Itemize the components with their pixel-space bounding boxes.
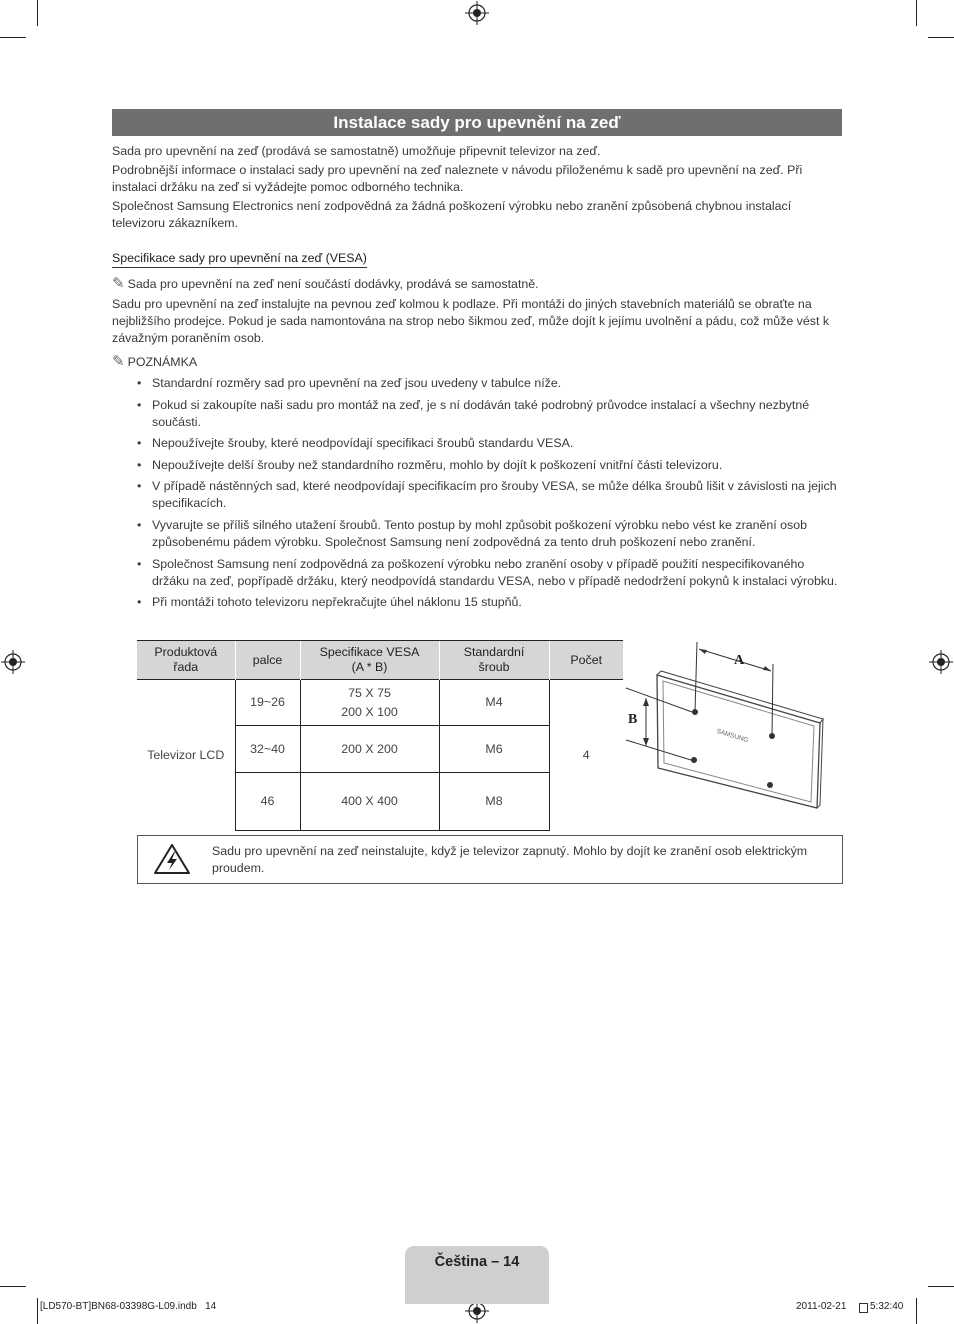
print-date: 2011-02-21 <box>796 1301 847 1312</box>
list-item: • Standardní rozměry sad pro upevnění na zeď jsou uvedeny v tabulce níže. <box>137 375 843 392</box>
arrowhead <box>643 738 649 746</box>
vesa-cell: 200 X 200 <box>300 726 439 773</box>
crop-mark <box>916 0 917 26</box>
intro-paragraph: Podrobnější informace o instalaci sady pro upevnění na zeď naleznete v návodu přiloženému k sadě pro upevnění na zeď. Při instalaci držáku na zeď si vyžádejte pomoc odborného technika. <box>112 163 803 194</box>
intro-paragraph: Společnost Samsung Electronics není zodpovědná za žádná poškození výrobku nebo zranění způsobená chybnou instalací televizoru zákazníkem. <box>112 199 792 230</box>
section-title: Instalace sady pro upevnění na zeď <box>112 109 842 136</box>
crop-mark <box>916 1298 917 1324</box>
registration-mark-icon <box>465 1 489 25</box>
quantity-cell: 4 <box>549 680 623 831</box>
screw-cell: M4 <box>439 680 549 726</box>
crop-mark <box>0 1286 26 1287</box>
note-label: POZNÁMKA <box>127 355 198 369</box>
install-paragraph: Sadu pro upevnění na zeď instalujte na pevnou zeď kolmou k podlaze. Při montáži do jiných stavebních materiálů se obraťte na nejbližšího prodejce. Pokud je sada namontována na strop nebo šikmou zeď, může dojít k jejímu uvolnění a pádu, což může vést k závažným poraněním osob. <box>112 297 830 345</box>
list-item: • Při montáži tohoto televizoru nepřekračujte úhel náklonu 15 stupňů. <box>137 594 843 611</box>
list-item: • Nepoužívejte delší šrouby než standardního rozměru, mohlo by dojít k poškození vnitřní části televizoru. <box>137 457 843 474</box>
crop-mark <box>0 37 26 38</box>
note-sold-separately <box>112 275 844 293</box>
note-header <box>112 353 844 371</box>
crop-mark <box>37 1298 38 1324</box>
crop-mark <box>928 37 954 38</box>
list-item: • Vyvarujte se příliš silného utažení šroubů. Tento postup by mohl způsobit poškození výrobku nebo vést ke zranění osob způsobenému pádem výrobku. Společnost Samsung není zodpovědná za tento druh poškození nebo zranění. <box>137 517 843 551</box>
page-number-tab <box>405 1246 549 1304</box>
vesa-cell: 75 X 75 200 X 100 <box>300 680 439 726</box>
page-label: Čeština – 14 <box>434 1254 520 1270</box>
inches-cell: 46 <box>235 773 300 831</box>
arrowhead <box>699 649 707 654</box>
list-item: • Společnost Samsung není zodpovědná za poškození výrobku nebo zranění osoby v případě použití nespecifikovaného držáku na zeď, popřípadě držáku, který neodpovídá standardu VESA, nebo v případě nedodržení pokynů k instalaci výrobku. <box>137 556 843 590</box>
brand-logo: SAMSUNG <box>715 727 750 745</box>
arrowhead <box>763 666 771 671</box>
list-item: • Nepoužívejte šrouby, které neodpovídají specifikaci šroubů standardu VESA. <box>137 435 843 452</box>
pencil-note-icon: ✎ <box>112 275 125 292</box>
header-inches: palce <box>235 641 300 680</box>
vesa-cell: 400 X 400 <box>300 773 439 831</box>
registration-mark-icon <box>1 650 25 674</box>
vesa-subheading: Specifikace sady pro upevnění na zeď (VESA) <box>112 250 367 268</box>
electric-warning-box <box>137 835 843 884</box>
header-vesa-spec: Specifikace VESA (A * B) <box>300 641 439 680</box>
header-standard-screw: Standardní šroub <box>439 641 549 680</box>
list-item: • V případě nástěnných sad, které neodpovídají specifikacím pro šrouby VESA, se může délka šroubů lišit v závislosti na jejich specifikacích. <box>137 478 843 512</box>
tv-back-diagram <box>624 640 844 820</box>
screw-hole <box>691 757 697 763</box>
pencil-note-icon: ✎ <box>112 353 125 370</box>
header-product-series: Produktová řada <box>137 641 235 680</box>
screw-cell: M6 <box>439 726 549 773</box>
screw-hole <box>767 782 773 788</box>
calendar-glyph-icon <box>859 1303 868 1313</box>
crop-mark <box>928 1286 954 1287</box>
arrowhead <box>643 698 649 706</box>
intro-paragraph: Sada pro upevnění na zeď (prodává se samostatně) umožňuje připevnit televizor na zeď. <box>112 144 601 158</box>
table-row <box>137 680 623 726</box>
product-series-cell: Televizor LCD <box>137 680 235 831</box>
dimension-a-label: A <box>734 653 745 668</box>
registration-mark-icon <box>929 650 953 674</box>
warning-text: Sadu pro upevnění na zeď neinstalujte, když je televizor zapnutý. Mohlo by dojít ke zranění osob elektrickým proudem. <box>212 844 808 875</box>
electric-shock-warning-icon <box>153 843 191 875</box>
note-text: Sada pro upevnění na zeď není součástí dodávky, prodává se samostatně. <box>127 277 539 291</box>
inches-cell: 32~40 <box>235 726 300 773</box>
vesa-spec-table <box>137 640 623 831</box>
header-quantity: Počet <box>549 641 623 680</box>
file-name: [LD570-BT]BN68-03398G-L09.indb 14 <box>40 1301 217 1312</box>
note-bullet-list <box>137 375 843 616</box>
list-item: • Pokud si zakoupíte naši sadu pro montáž na zeď, je s ní dodáván také podrobný průvodce instalací a všechny nezbytné součásti. <box>137 397 843 431</box>
table-header-row <box>137 641 623 680</box>
crop-mark <box>37 0 38 26</box>
inches-cell: 19~26 <box>235 680 300 726</box>
dimension-b-label: B <box>628 712 638 727</box>
screw-cell: M8 <box>439 773 549 831</box>
print-time: 5:32:40 <box>870 1301 904 1312</box>
